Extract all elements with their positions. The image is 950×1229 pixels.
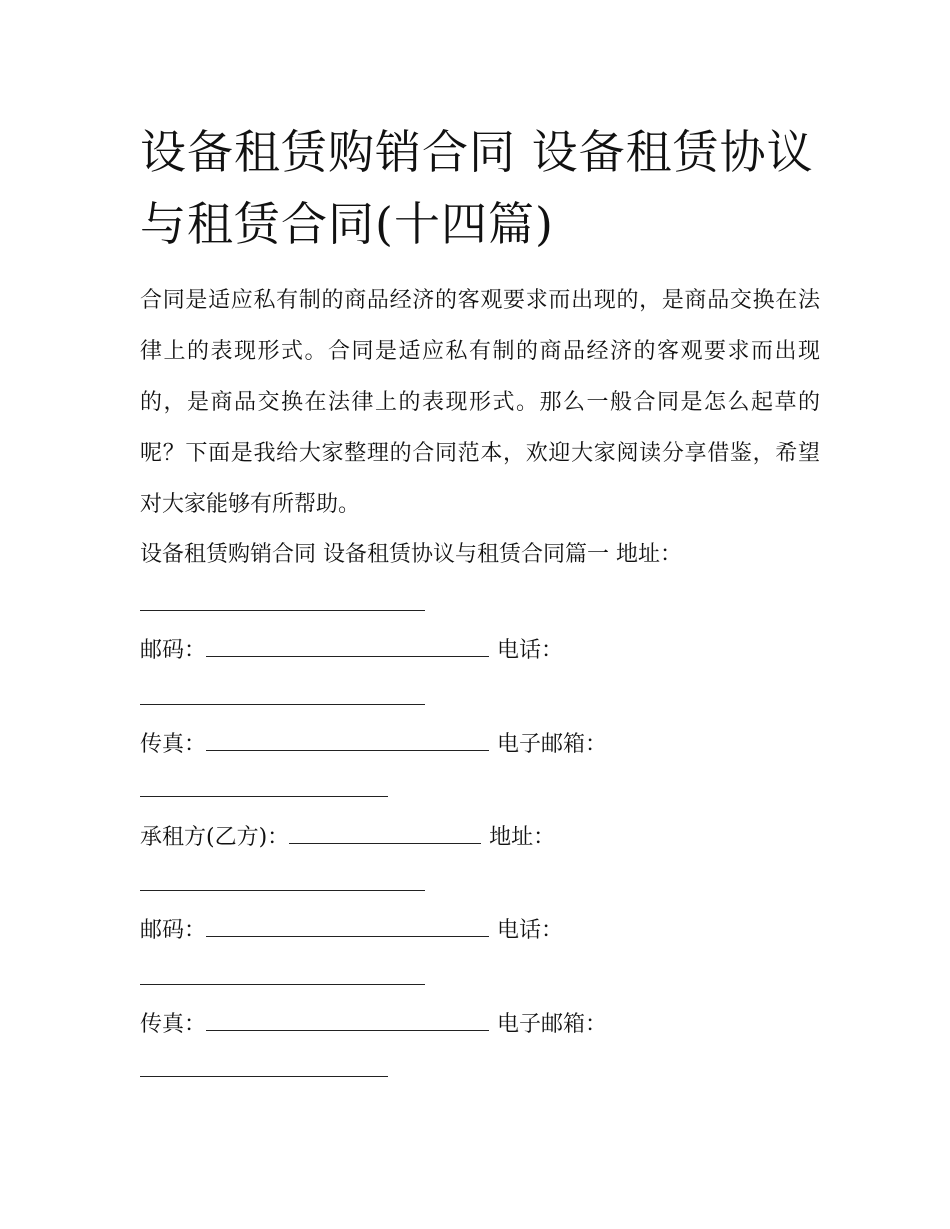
postcode-phone-line-1 (140, 628, 563, 668)
phone-label: 电话： (497, 638, 564, 663)
document-title: 设备租赁购销合同 设备租赁协议与租赁合同(十四篇) (140, 125, 814, 251)
phone-label: 电话： (497, 918, 564, 943)
lessee-blank-field[interactable] (289, 815, 481, 844)
postcode-blank-field[interactable] (206, 908, 489, 937)
address-blank-field[interactable] (140, 862, 425, 891)
phone-blank-line-2 (140, 956, 425, 996)
postcode-label: 邮码： (140, 638, 207, 663)
phone-blank-line-1 (140, 676, 425, 716)
postcode-phone-line-2 (140, 908, 563, 948)
lessee-label: 承租方(乙方)： (140, 825, 290, 850)
fax-email-line-2 (140, 1002, 607, 1042)
lessee-address-line (140, 815, 555, 855)
email-blank-field[interactable] (140, 768, 388, 797)
fax-email-line-1 (140, 722, 607, 762)
intro-paragraph: 合同是适应私有制的商品经济的客观要求而出现的，是商品交换在法律上的表现形式。合同是适应私有制的商品经济的客观要求而出现的，是商品交换在法律上的表现形式。那么一般合同是怎么起草的呢？下面是我给大家整理的合同范本，欢迎大家阅读分享借鉴，希望对大家能够有所帮助。 (140, 288, 820, 517)
postcode-blank-field[interactable] (206, 628, 489, 657)
section-heading-line (140, 535, 682, 575)
phone-blank-field[interactable] (140, 676, 425, 705)
postcode-label: 邮码： (140, 918, 207, 943)
email-blank-field[interactable] (140, 1048, 388, 1077)
fax-label: 传真： (140, 732, 207, 757)
fax-label: 传真： (140, 1012, 207, 1037)
email-blank-line-2 (140, 1048, 388, 1088)
address-blank-line-2 (140, 862, 425, 902)
address-blank-line-1 (140, 582, 425, 622)
phone-blank-field[interactable] (140, 956, 425, 985)
fax-blank-field[interactable] (206, 722, 489, 751)
section-heading: 设备租赁购销合同 设备租赁协议与租赁合同篇一 地址： (140, 542, 682, 567)
fax-blank-field[interactable] (206, 1002, 489, 1031)
address-blank-field[interactable] (140, 582, 425, 611)
address-label: 地址： (489, 825, 556, 850)
email-blank-line-1 (140, 768, 388, 808)
email-label: 电子邮箱： (497, 732, 608, 757)
email-label: 电子邮箱： (497, 1012, 608, 1037)
